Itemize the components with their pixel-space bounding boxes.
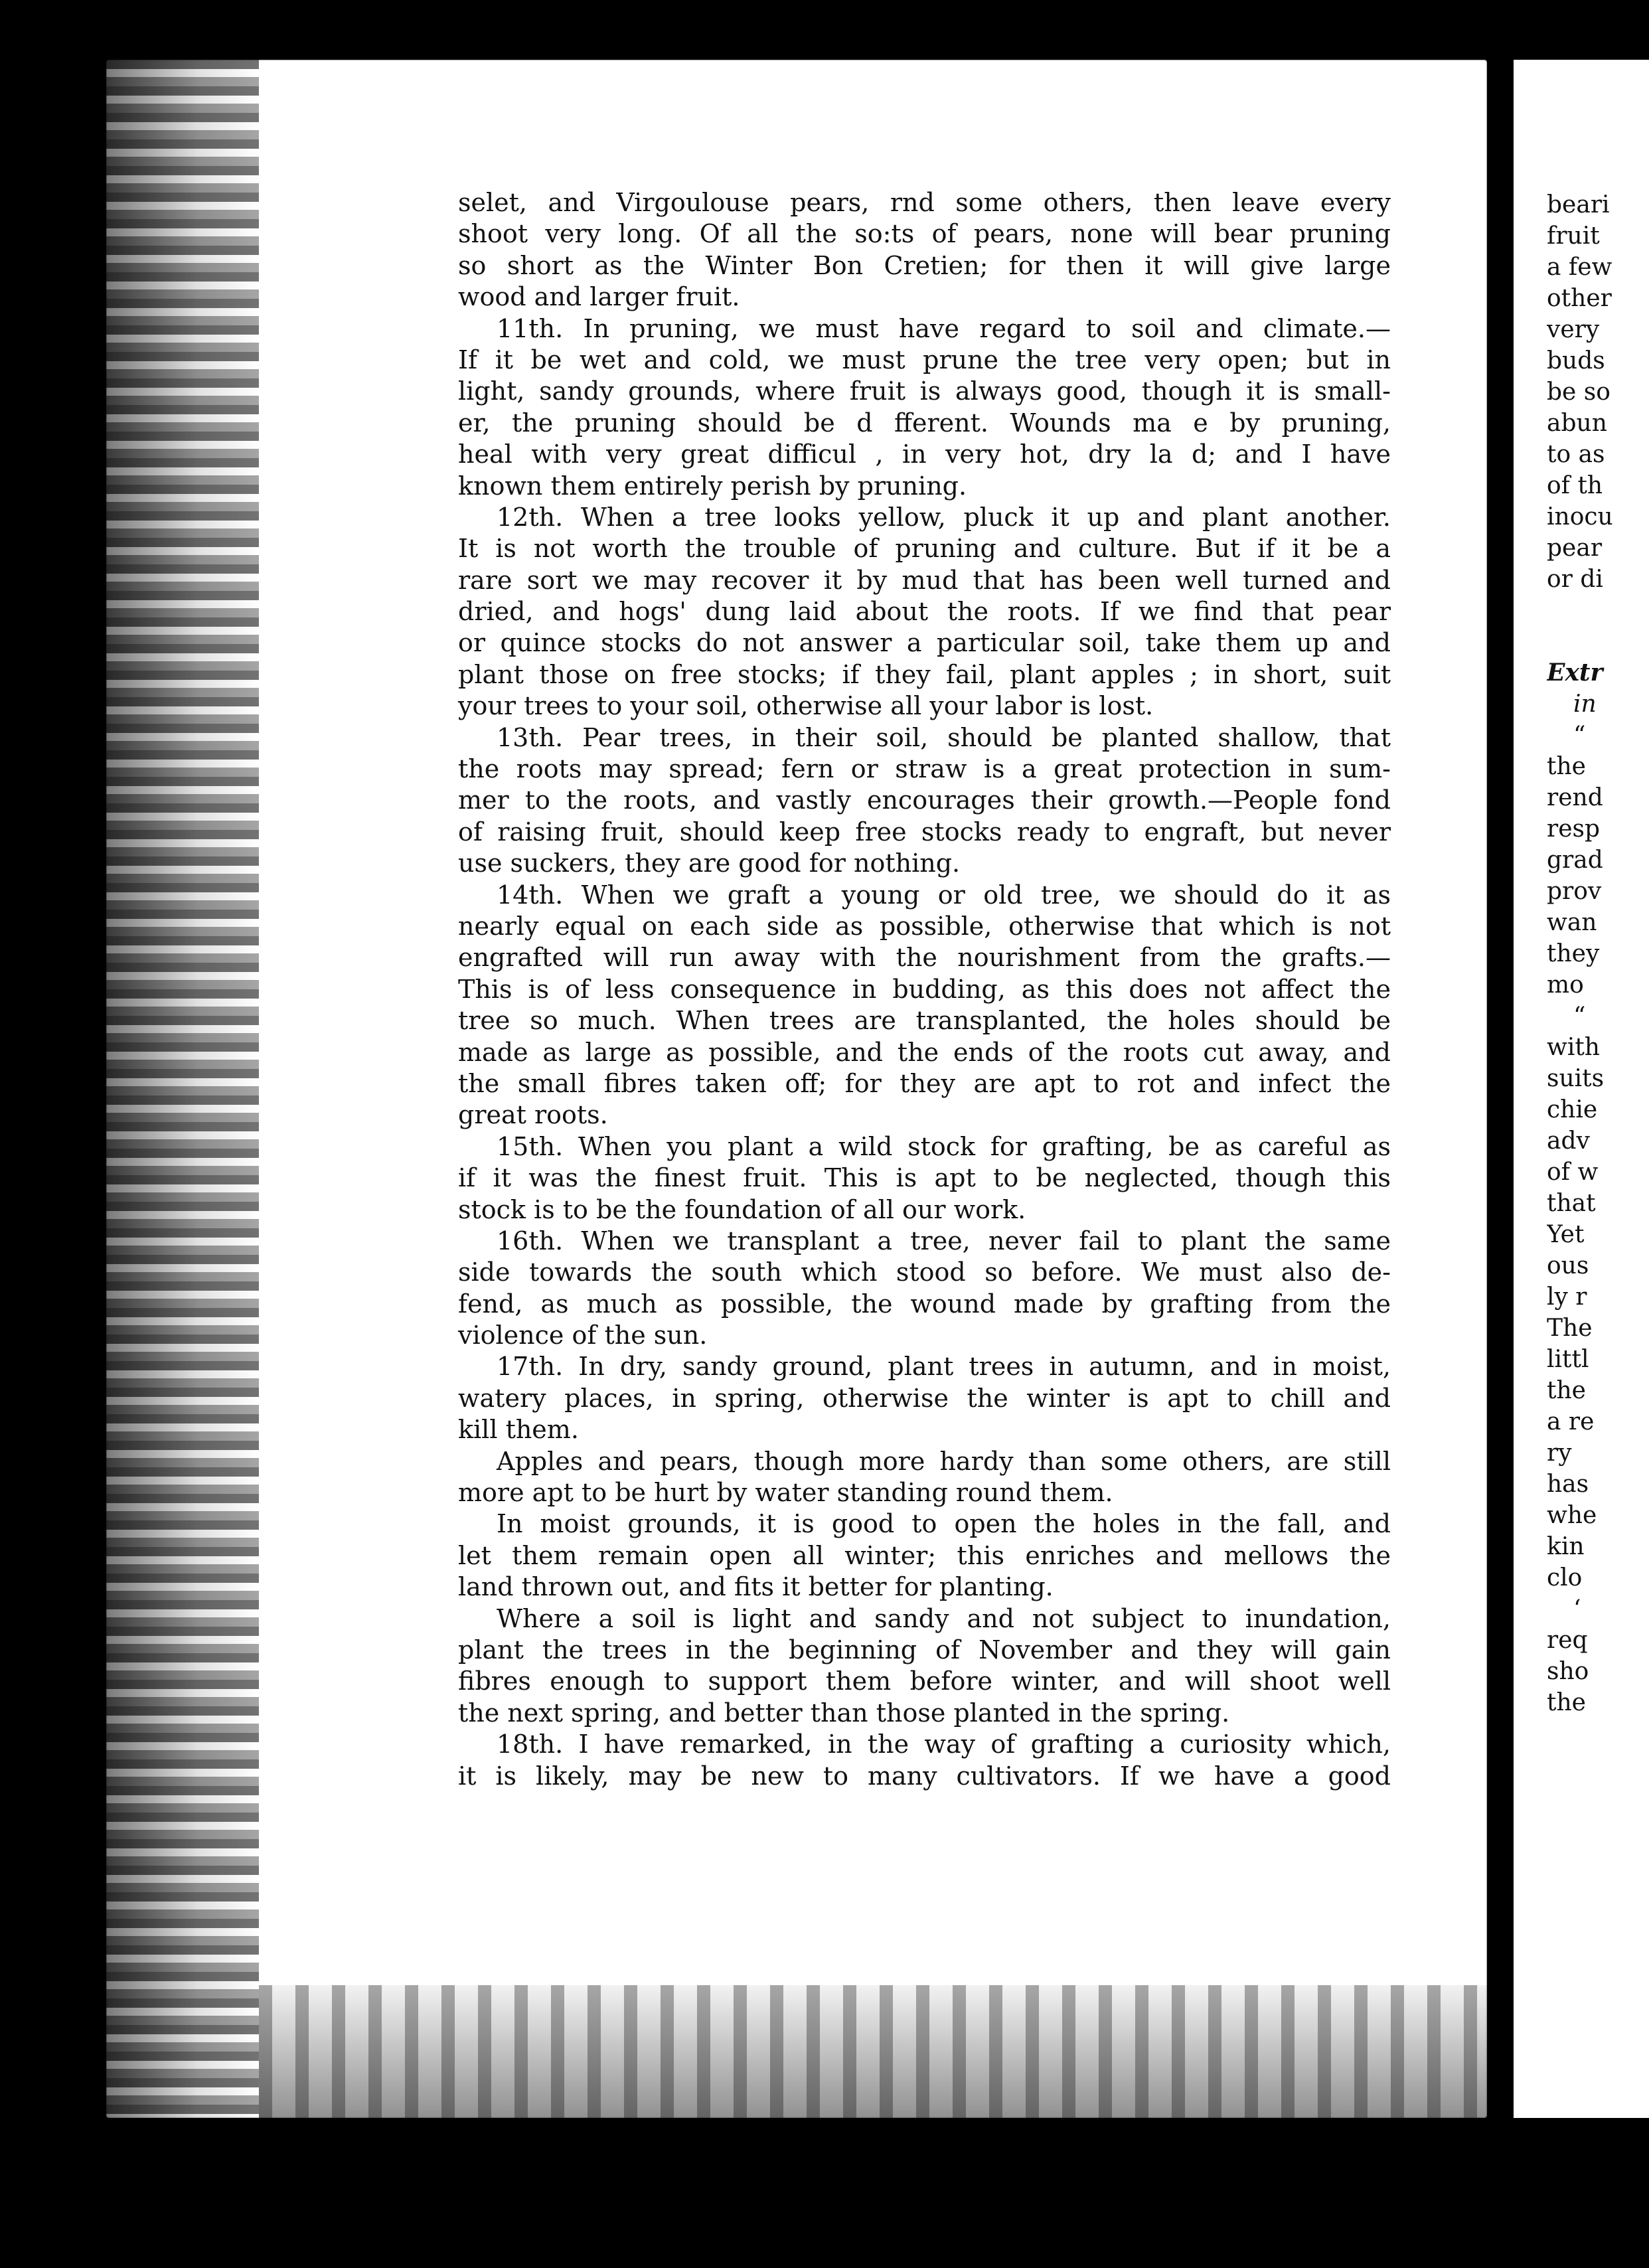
text-line: made as large as possible, and the ends of the roots cut away, and xyxy=(458,1037,1391,1067)
text-line: rare sort we may recover it by mud that has been well turned and xyxy=(458,565,1391,595)
text-line: or di xyxy=(1547,566,1603,593)
text-line: let them remain open all winter; this enriches and mellows the xyxy=(458,1540,1391,1570)
text-line: rend xyxy=(1547,784,1603,811)
text-line: fibres enough to support them before winter, and will shoot well xyxy=(458,1666,1391,1696)
text-line: In moist grounds, it is good to open the holes in the fall, and xyxy=(497,1509,1391,1539)
text-line: 13th. Pear trees, in their soil, should be planted shallow, that xyxy=(497,722,1391,752)
right-page-text xyxy=(1547,189,1649,1718)
text-line: It is not worth the trouble of pruning and culture. But if it be a xyxy=(458,534,1391,564)
text-line: heal with very great difficul , in very hot, dry la d; and I have xyxy=(458,440,1391,469)
text-line: ous xyxy=(1547,1252,1589,1279)
text-line xyxy=(1547,626,1649,657)
text-line: has xyxy=(1547,1471,1589,1498)
text-line: mo xyxy=(1547,971,1584,999)
text-line: the xyxy=(1547,1377,1586,1404)
text-line: your trees to your soil, otherwise all your labor is lost. xyxy=(458,691,1154,721)
left-page-text xyxy=(458,187,1391,1792)
text-line: engrafted will run away with the nourishment from the grafts.— xyxy=(458,943,1391,973)
text-line: plant those on free stocks; if they fail, plant apples ; in short, suit xyxy=(458,659,1391,689)
text-line: the small fibres taken off; for they are apt to rot and infect the xyxy=(458,1068,1391,1098)
text-line: 18th. I have remarked, in the way of grafting a curiosity which, xyxy=(497,1730,1391,1759)
text-line: “ xyxy=(1573,1003,1586,1030)
text-line: This is of less consequence in budding, as this does not affect the xyxy=(458,974,1391,1004)
text-line: prov xyxy=(1547,878,1602,905)
text-line: wood and larger fruit. xyxy=(458,282,740,312)
text-line: the next spring, and better than those planted in the spring. xyxy=(458,1698,1230,1728)
text-line: so short as the Winter Bon Cretien; for then it will give large xyxy=(458,250,1391,280)
text-line: Extr xyxy=(1547,659,1603,687)
text-line: known them entirely perish by pruning. xyxy=(458,471,967,501)
text-line: adv xyxy=(1547,1127,1590,1155)
text-line: 17th. In dry, sandy ground, plant trees in autumn, and in moist, xyxy=(497,1352,1391,1382)
text-line: If it be wet and cold, we must prune the tree very open; but in xyxy=(458,345,1391,374)
text-line: kin xyxy=(1547,1533,1585,1560)
text-line: land thrown out, and fits it better for planting. xyxy=(458,1572,1054,1602)
text-line: 15th. When you plant a wild stock for grafting, be as careful as xyxy=(497,1131,1391,1161)
text-line: with xyxy=(1547,1034,1600,1061)
text-line: the roots may spread; fern or straw is a great protection in sum- xyxy=(458,754,1391,784)
text-line: 16th. When we transplant a tree, never fail to plant the same xyxy=(497,1226,1391,1256)
text-line: kill them. xyxy=(458,1415,579,1445)
text-line: dried, and hogs' dung laid about the roots. If we find that pear xyxy=(458,597,1391,627)
text-line: use suckers, they are good for nothing. xyxy=(458,849,961,878)
text-line: mer to the roots, and vastly encourages their growth.—People fond xyxy=(458,785,1391,815)
text-line: more apt to be hurt by water standing round them. xyxy=(458,1478,1113,1508)
text-line: very xyxy=(1547,316,1600,343)
text-line: of raising fruit, should keep free stocks ready to engraft, but never xyxy=(458,817,1391,847)
text-line: selet, and Virgoulouse pears, rnd some others, then leave every xyxy=(458,188,1391,217)
text-line: of w xyxy=(1547,1159,1599,1186)
text-line: 11th. In pruning, we must have regard to soil and climate.— xyxy=(497,313,1391,343)
text-line: whe xyxy=(1547,1502,1597,1529)
text-line: the xyxy=(1547,753,1586,780)
text-line: inocu xyxy=(1547,503,1613,530)
text-line: er, the pruning should be d fferent. Wounds ma e by pruning, xyxy=(458,408,1391,438)
text-line: The xyxy=(1547,1315,1593,1342)
text-line: sho xyxy=(1547,1658,1589,1685)
text-line: of th xyxy=(1547,472,1603,499)
book-gutter xyxy=(1487,40,1514,2151)
text-line: to as xyxy=(1547,441,1605,468)
text-line: a few xyxy=(1547,254,1612,281)
text-line: wan xyxy=(1547,909,1597,936)
text-line: they xyxy=(1547,940,1600,967)
text-line: chie xyxy=(1547,1096,1598,1123)
text-line: “ xyxy=(1573,722,1586,749)
text-line: fend, as much as possible, the wound made by grafting from the xyxy=(458,1289,1391,1319)
text-line: clo xyxy=(1547,1564,1583,1591)
text-line: suits xyxy=(1547,1065,1605,1092)
text-line: watery places, in spring, otherwise the winter is apt to chill and xyxy=(458,1383,1391,1413)
text-line: ry xyxy=(1547,1439,1572,1467)
text-line: littl xyxy=(1547,1346,1589,1373)
text-line: ‘ xyxy=(1573,1595,1581,1623)
text-line: light, sandy grounds, where fruit is always good, though it is small- xyxy=(458,376,1391,406)
text-line: ly r xyxy=(1547,1283,1587,1311)
text-line: buds xyxy=(1547,347,1605,374)
page-bottom-wear xyxy=(259,1985,1487,2118)
text-line: Yet xyxy=(1547,1221,1585,1248)
text-line: req xyxy=(1547,1627,1588,1654)
text-line: if it was the finest fruit. This is apt to be neglected, though this xyxy=(458,1163,1391,1193)
text-line: resp xyxy=(1547,815,1601,843)
text-line: shoot very long. Of all the so:ts of pears, none will bear pruning xyxy=(458,219,1391,249)
text-line: Where a soil is light and sandy and not subject to inundation, xyxy=(497,1603,1391,1633)
text-line: in xyxy=(1573,690,1597,718)
text-line: fruit xyxy=(1547,222,1600,250)
text-line: 12th. When a tree looks yellow, pluck it up and plant another. xyxy=(497,502,1391,532)
text-line: pear xyxy=(1547,534,1603,562)
text-line: plant the trees in the beginning of November and they will gain xyxy=(458,1635,1391,1664)
text-line: other xyxy=(1547,285,1612,312)
text-line: stock is to be the foundation of all our work. xyxy=(458,1194,1026,1224)
text-line: side towards the south which stood so before. We must also de- xyxy=(458,1257,1391,1287)
text-line: or quince stocks do not answer a particular soil, take them up and xyxy=(458,628,1391,658)
text-line: Apples and pears, though more hardy than some others, are still xyxy=(497,1446,1391,1476)
text-line: tree so much. When trees are transplanted, the holes should be xyxy=(458,1006,1391,1036)
text-line xyxy=(1547,595,1649,626)
text-line: nearly equal on each side as possible, otherwise that which is not xyxy=(458,911,1391,941)
text-line: great roots. xyxy=(458,1100,608,1130)
text-line: be so xyxy=(1547,378,1610,406)
text-line: that xyxy=(1547,1190,1596,1217)
text-line: abun xyxy=(1547,410,1607,437)
text-line: beari xyxy=(1547,191,1610,218)
torn-page-edge xyxy=(106,60,259,2118)
text-line: the xyxy=(1547,1689,1586,1716)
text-line: violence of the sun. xyxy=(458,1321,708,1350)
text-line: a re xyxy=(1547,1408,1595,1435)
text-line: it is likely, may be new to many cultivators. If we have a good xyxy=(458,1761,1391,1791)
text-line: grad xyxy=(1547,847,1603,874)
text-line: 14th. When we graft a young or old tree, we should do it as xyxy=(497,880,1391,910)
